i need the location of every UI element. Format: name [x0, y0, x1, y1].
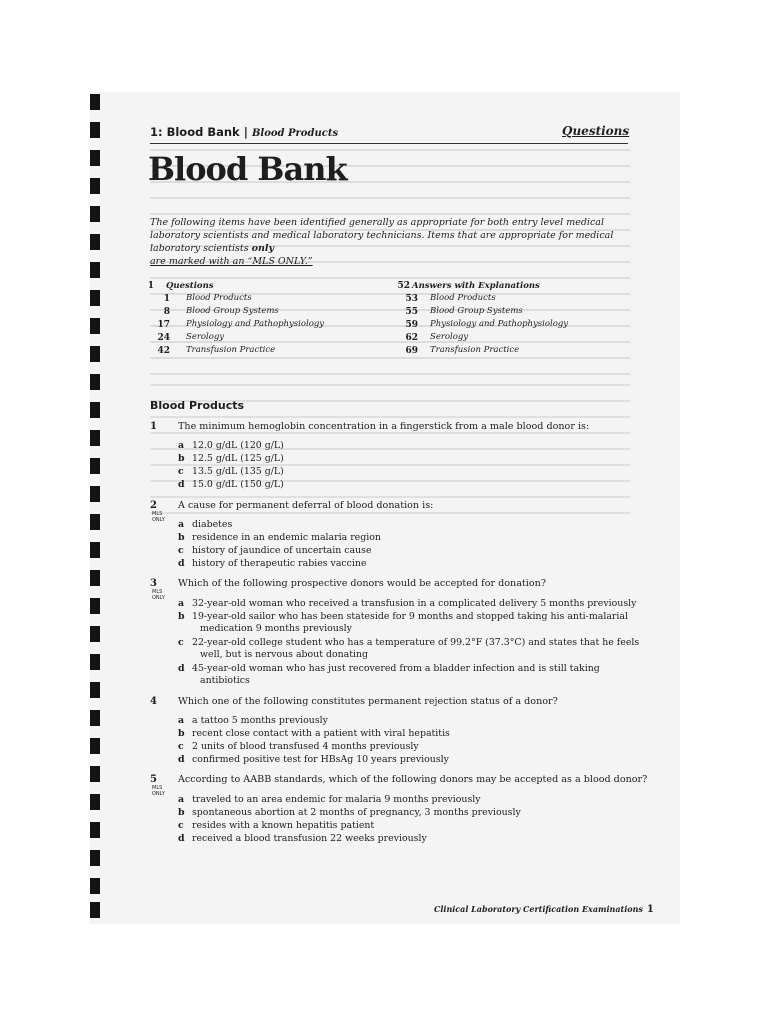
option-text: recent close contact with a patient with viral hepatitis — [192, 728, 450, 739]
option-letter: a — [178, 598, 185, 609]
answer-option[interactable] — [178, 637, 639, 650]
mls-only-badge — [152, 589, 165, 601]
running-header — [150, 125, 338, 139]
option-text: history of therapeutic rabies vaccine — [192, 558, 367, 569]
answer-option[interactable] — [178, 519, 232, 532]
toc-left-item[interactable]: Blood Products — [186, 293, 252, 303]
option-text: well, but is nervous about donating — [200, 649, 369, 660]
option-letter: a — [178, 440, 185, 451]
option-letter: a — [178, 794, 185, 805]
option-letter: c — [178, 637, 184, 648]
mls-label: MLS — [152, 511, 163, 517]
option-text: diabetes — [192, 519, 233, 530]
option-text: a tattoo 5 months previously — [192, 715, 328, 726]
option-letter: c — [178, 466, 184, 477]
intro-only: only — [251, 243, 274, 254]
answer-option[interactable] — [178, 728, 450, 741]
toc-left-page: 8 — [163, 307, 170, 317]
answer-option-continued — [178, 675, 250, 688]
toc-right-page: 59 — [405, 320, 418, 330]
questions-label: Questions — [562, 124, 630, 138]
option-letter: c — [178, 545, 184, 556]
option-letter: b — [178, 728, 185, 739]
option-letter: b — [178, 453, 185, 464]
answer-option[interactable] — [178, 741, 419, 754]
mls-label: MLS — [152, 589, 163, 595]
option-text: 15.0 g/dL (150 g/L) — [192, 479, 284, 490]
mls-label: MLS — [152, 785, 163, 791]
option-letter: d — [178, 479, 185, 490]
answer-option[interactable] — [178, 754, 449, 767]
answer-option-continued — [178, 649, 368, 662]
answer-option[interactable] — [178, 833, 427, 846]
question-text: Which one of the following constitutes permanent rejection status of a donor? — [178, 696, 558, 707]
option-letter: b — [178, 807, 185, 818]
question-number: 5 — [150, 774, 157, 785]
toc-left-page: 42 — [157, 346, 170, 356]
option-letter: b — [178, 611, 185, 622]
toc-left-item[interactable]: Serology — [186, 332, 225, 342]
option-text: confirmed positive test for HBsAg 10 years previously — [192, 754, 449, 765]
option-text: 12.0 g/dL (120 g/L) — [192, 440, 284, 451]
toc-right-page: 55 — [405, 307, 418, 317]
answer-option[interactable] — [178, 794, 481, 807]
option-text: antibiotics — [200, 675, 250, 686]
toc-left-page: 17 — [157, 320, 170, 330]
option-text: received a blood transfusion 22 weeks previously — [192, 833, 427, 844]
toc-left-item[interactable]: Transfusion Practice — [186, 345, 276, 355]
option-text: traveled to an area endemic for malaria 9 months previously — [192, 794, 481, 805]
toc-right-item[interactable]: Transfusion Practice — [430, 345, 520, 355]
toc-right-page: 53 — [405, 294, 418, 304]
toc-right-page: 69 — [405, 346, 418, 356]
option-letter: c — [178, 820, 184, 831]
option-text: 45-year-old woman who has just recovered from a bladder infection and is still taking — [192, 663, 600, 674]
option-text: 32-year-old woman who received a transfusion in a complicated delivery 5 months previously — [192, 598, 637, 609]
toc-left-num: 1 — [147, 281, 154, 291]
option-letter: d — [178, 833, 185, 844]
question-number: 1 — [150, 421, 157, 432]
answer-option[interactable] — [178, 820, 374, 833]
toc-right-title: Answers with Explanations — [412, 281, 540, 291]
mls-only-label: ONLY — [152, 517, 165, 523]
option-text: 13.5 g/dL (135 g/L) — [192, 466, 284, 477]
intro-mls-note: are marked with an “MLS ONLY.” — [150, 256, 313, 267]
header-separator: | — [243, 125, 248, 139]
intro-paragraph — [150, 216, 630, 268]
option-letter: d — [178, 558, 185, 569]
answer-option[interactable] — [178, 479, 284, 492]
answer-option[interactable] — [178, 532, 381, 545]
footer-text: Clinical Laboratory Certification Examinations — [434, 904, 643, 914]
answer-option[interactable] — [178, 598, 636, 611]
header-rule — [150, 143, 628, 144]
toc-right-item[interactable]: Blood Products — [430, 293, 496, 303]
answer-option[interactable] — [178, 663, 600, 676]
answer-option[interactable] — [178, 545, 372, 558]
toc-left-item[interactable]: Blood Group Systems — [186, 306, 279, 316]
question-number: 2 — [150, 500, 157, 511]
option-text: 19-year-old sailor who has been stateside for 9 months and stopped taking his anti-malarial — [192, 611, 628, 622]
page-title: Blood Bank — [148, 150, 347, 188]
answer-option[interactable] — [178, 807, 521, 820]
mls-only-badge — [152, 511, 165, 523]
question-text: Which of the following prospective donors would be accepted for donation? — [178, 578, 546, 589]
toc-right-item[interactable]: Serology — [430, 332, 469, 342]
option-letter: d — [178, 754, 185, 765]
page-footer — [434, 904, 654, 915]
option-text: 2 units of blood transfused 4 months previously — [192, 741, 419, 752]
toc-left-item[interactable]: Physiology and Pathophysiology — [186, 319, 325, 329]
chapter-label: 1: Blood Bank — [150, 125, 240, 139]
toc-right-item[interactable]: Physiology and Pathophysiology — [430, 319, 569, 329]
answer-option[interactable] — [178, 715, 328, 728]
option-text: residence in an endemic malaria region — [192, 532, 381, 543]
option-text: resides with a known hepatitis patient — [192, 820, 375, 831]
option-text: 22-year-old college student who has a temperature of 99.2°F (37.3°C) and states that he feels — [192, 637, 640, 648]
option-text: 12.5 g/dL (125 g/L) — [192, 453, 284, 464]
answer-option[interactable] — [178, 466, 284, 479]
section-label: Blood Products — [251, 128, 339, 139]
option-text: spontaneous abortion at 2 months of pregnancy, 3 months previously — [192, 807, 521, 818]
option-text: medication 9 months previously — [200, 623, 352, 634]
page-number: 1 — [646, 904, 654, 915]
mls-only-label: ONLY — [152, 595, 165, 601]
answer-option[interactable] — [178, 611, 628, 624]
question-text: According to AABB standards, which of the following donors may be accepted as a blood donor? — [178, 774, 648, 785]
mls-only-label: ONLY — [152, 791, 165, 797]
option-letter: c — [178, 741, 184, 752]
section-heading: Blood Products — [150, 399, 245, 412]
option-letter: b — [178, 532, 185, 543]
answer-option[interactable] — [178, 558, 367, 571]
question-text: A cause for permanent deferral of blood donation is: — [178, 500, 434, 511]
answer-option[interactable] — [178, 453, 284, 466]
option-letter: d — [178, 663, 185, 674]
option-letter: a — [178, 519, 185, 530]
option-letter: a — [178, 715, 185, 726]
toc-left-title: Questions — [166, 281, 214, 291]
option-text: history of jaundice of uncertain cause — [192, 545, 372, 556]
question-number: 4 — [150, 696, 157, 707]
toc-left-page: 24 — [157, 333, 170, 343]
question-number: 3 — [150, 578, 157, 589]
answer-option[interactable] — [178, 440, 284, 453]
toc-right-page: 62 — [405, 333, 418, 343]
mls-only-badge — [152, 785, 165, 797]
toc-right-num: 52 — [397, 281, 410, 291]
toc-left-page: 1 — [163, 294, 170, 304]
question-text: The minimum hemoglobin concentration in a fingerstick from a male blood donor is: — [178, 421, 590, 432]
toc-right-item[interactable]: Blood Group Systems — [430, 306, 523, 316]
intro-text: The following items have been identified generally as appropriate for both entry level medical laboratory scientists and medical laboratory technicians. Items that are appropriate for medical laboratory scientists — [150, 217, 614, 254]
answer-option-continued — [178, 623, 352, 636]
spiral-binding — [90, 92, 102, 924]
